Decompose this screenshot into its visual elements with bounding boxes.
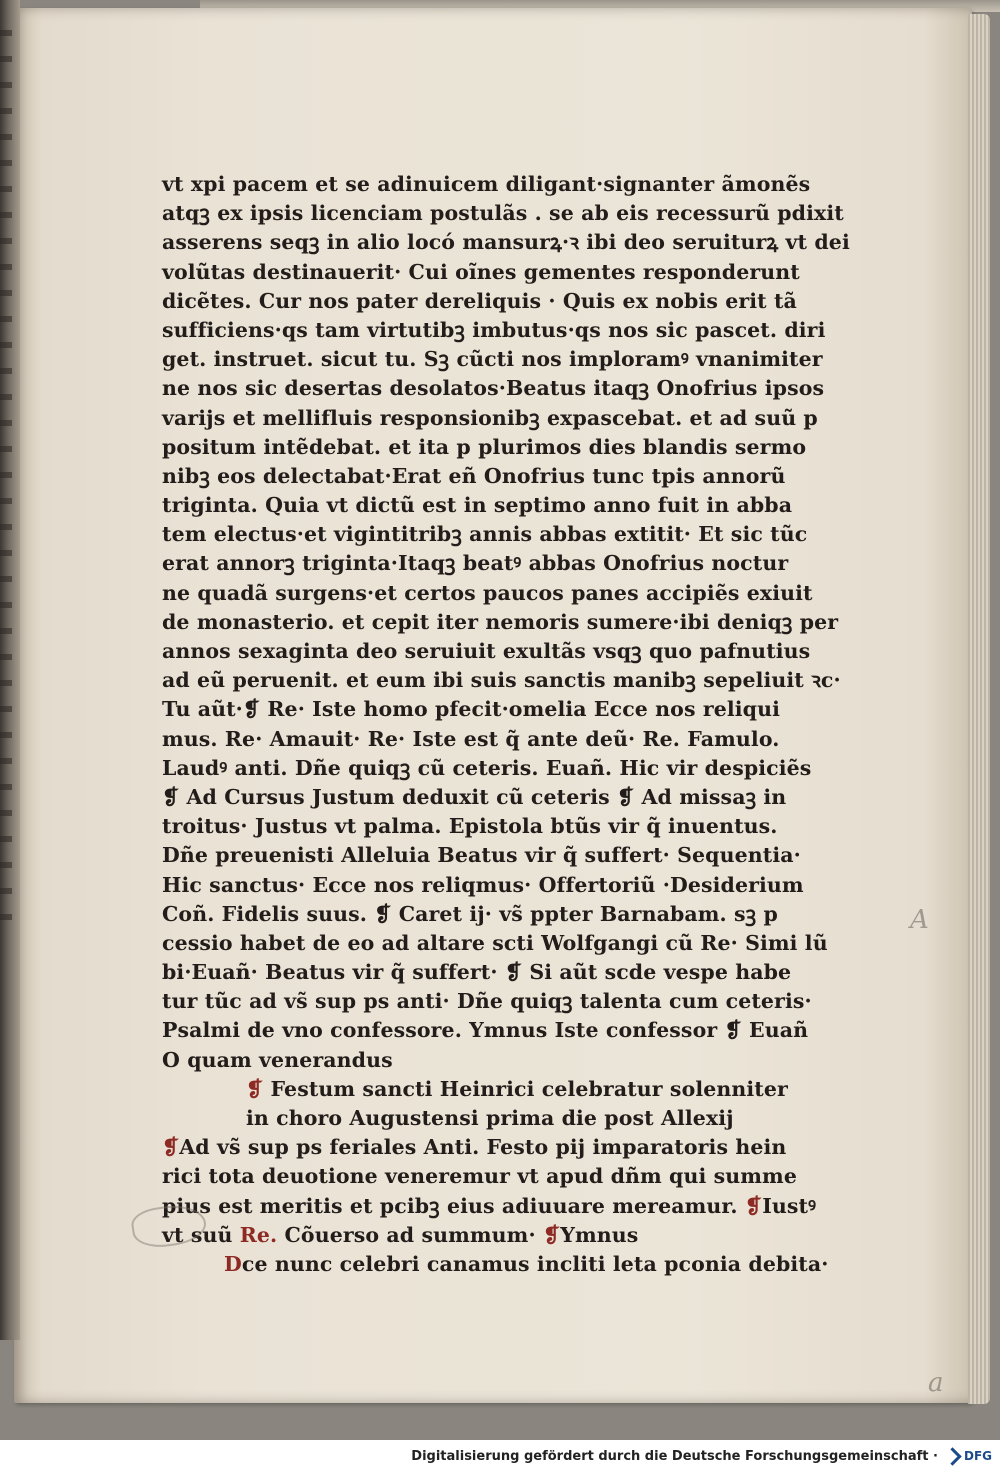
text-line: Psalmi de vno confessore. Ymnus Iste confessor ❡ Euañ — [162, 1018, 809, 1043]
text-line: bi·Euañ· Beatus vir q̃ suffert· ❡ Si aũt scde vespe habe — [162, 960, 792, 985]
funding-credit: Digitalisierung gefördert durch die Deutsche Forschungsgemeinschaft · — [411, 1448, 938, 1464]
text-line: asserens seqꝫ in alio locó mansurꝝ·ꝛ ibi deo seruiturꝝ vt dei — [162, 230, 850, 255]
text-line: de monasterio. et cepit iter nemoris sumere·ibi deniqꝫ per — [162, 609, 839, 634]
text-line: nibꝫ eos delectabat·Erat eñ Onofrius tunc tpis annorũ — [162, 463, 786, 488]
text-line: annos sexaginta deo seruiuit exultãs vsqꝫ quo pafnutius — [162, 639, 811, 663]
text-line: tur tũc ad vs̃ sup ps anti· Dñe quiqꝫ talenta cum ceteris· — [162, 989, 812, 1014]
text-line: mus. Re· Amauit· Re· Iste est q̃ ante deũ· Re. Famulo. — [162, 726, 780, 751]
heading-text: Festum sancti Heinrici celebratur solenniter — [270, 1076, 788, 1101]
closing-line-2 — [162, 1192, 817, 1221]
closing-tail: Iustꝰ — [762, 1193, 817, 1218]
closing-b-rubric: Re. — [239, 1222, 278, 1247]
text-line: triginta. Quia vt dictũ est in septimo anno fuit in abba — [162, 493, 793, 518]
text-line: dicẽtes. Cur nos pater dereliquis · Quis ex nobis erit tã — [162, 288, 797, 313]
text-line: ne quadã surgens·et certos paucos panes accipiẽs exiuit — [162, 580, 813, 605]
text-line: Dñe preuenisti Alleluia Beatus vir q̃ suffert· Sequentia· — [162, 843, 801, 868]
text-line: ne nos sic desertas desolatos·Beatus itaqꝫ Onofrius ipsos — [162, 376, 825, 401]
closing-text-1: rici tota deuotione veneremur vt apud dñm qui summe — [162, 1164, 797, 1189]
rubric-heading-line-2 — [162, 1104, 802, 1133]
section-text: Ad vs̃ sup ps feriales Anti. Festo pij imparatoris hein — [179, 1135, 787, 1160]
marginal-mark-right: A — [910, 905, 929, 935]
main-text-lines — [162, 170, 850, 1075]
final-line — [162, 1250, 829, 1279]
text-line: vt xpi pacem et se adinuicem diligant·signanter ãmonẽs — [162, 172, 811, 196]
paragraph-mark-icon: ❡ — [246, 1076, 271, 1101]
text-line: sufficiens·qs tam virtutibꝫ imbutus·qs nos sic pascet. diri — [162, 317, 826, 342]
text-line: positum intẽdebat. et ita p plurimos dies blandis sermo — [162, 434, 807, 459]
text-line: erat annorꝫ triginta·Itaqꝫ beatꝰ abbas Onofrius noctur — [162, 551, 789, 576]
text-line: tem electus·et vigintitribꝫ annis abbas extitit· Et sic tũc — [162, 522, 808, 547]
text-line: Hic sanctus· Ecce nos reliqmus· Offertoriũ ·Desiderium — [162, 872, 804, 897]
text-line: varijs et mellifluis responsionibꝫ expascebat. et ad suũ p — [162, 405, 818, 430]
rubric-heading-line-1 — [162, 1075, 802, 1104]
incunable-text-block — [162, 170, 850, 1279]
initial-letter: D — [224, 1251, 242, 1276]
section-line — [162, 1133, 802, 1162]
closing-line-1 — [162, 1162, 802, 1191]
closing-b-mid: Cõuerso ad summum· — [284, 1222, 536, 1247]
footer-bar — [0, 1440, 1000, 1472]
text-line: cessio habet de eo ad altare scti Wolfgangi cũ Re· Simi lũ — [162, 930, 828, 955]
heading-text-2: in choro Augustensi prima die post Allexij — [246, 1106, 734, 1130]
dfg-arrow-icon — [943, 1447, 961, 1465]
text-line: volũtas destinauerit· Cui oĩnes gementes responderunt — [162, 259, 800, 284]
closing-text-2: pius est meritis et pcibꝫ eius adiuuare mereamur. — [162, 1193, 738, 1218]
dfg-logo[interactable] — [946, 1449, 992, 1463]
closing-line-3 — [162, 1221, 802, 1250]
text-line: get. instruet. sicut tu. Sꝫ cũcti nos imploramꝰ vnanimiter — [162, 347, 823, 372]
final-line-text: ce nunc celebri canamus incliti leta pconia debita· — [241, 1251, 829, 1276]
text-line: Laudꝰ anti. Dñe quiqꝫ cũ ceteris. Euañ. Hic vir despiciẽs — [162, 755, 812, 780]
text-line: Tu aũt·❡ Re· Iste homo pfecit·omelia Ecce nos reliqui — [162, 697, 780, 722]
dfg-logo-text: DFG — [963, 1449, 992, 1463]
paragraph-mark-icon: ❡ — [162, 1135, 180, 1160]
text-line: O quam venerandus — [162, 1047, 393, 1072]
text-line: troitus· Justus vt palma. Epistola btũs vir q̃ inuentus. — [162, 814, 778, 839]
text-line: ❡ Ad Cursus Justum deduxit cũ ceteris ❡ Ad missaꝫ in — [162, 784, 787, 809]
text-line: Coñ. Fidelis suus. ❡ Caret ij· vs̃ ppter Barnabam. sꝫ p — [162, 901, 778, 926]
marginal-mark-corner: a — [928, 1368, 944, 1398]
page-stack-edge — [968, 14, 990, 1404]
text-line: atqꝫ ex ipsis licenciam postulãs . se ab eis recessurũ pdixit — [162, 201, 844, 226]
paragraph-mark-icon: ❡ — [744, 1193, 763, 1218]
closing-b-start: vt suũ — [162, 1222, 233, 1247]
text-line: ad eũ peruenit. et eum ibi suis sanctis manibꝫ sepeliuit ꝛc· — [162, 668, 841, 693]
paragraph-mark-icon: ❡ — [542, 1222, 561, 1247]
left-page-text-bleed — [0, 30, 12, 930]
closing-b-end: Ymnus — [560, 1222, 639, 1247]
